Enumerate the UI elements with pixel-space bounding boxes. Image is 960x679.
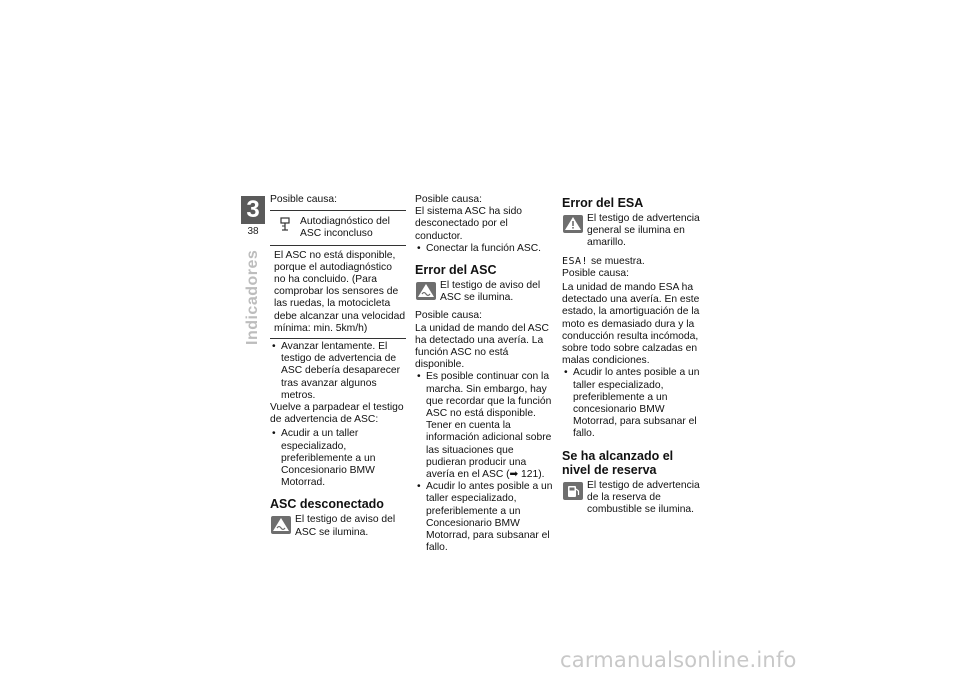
- bullet-list: [562, 367, 702, 440]
- cause-label: Posible causa:: [270, 194, 337, 205]
- warning-row: [562, 480, 702, 517]
- paragraph: La unidad de mando del ASC ha detectado una avería. La función ASC no está disponible.: [415, 322, 549, 371]
- info-table-body-text: El ASC no está disponible, porque el autodiagnóstico no ha concluido. (Para comprobar los sensores de las ruedas, la motocicleta debe alcanzar una velocidad mínima: min. 5km/h): [274, 249, 406, 334]
- warning-row: [270, 514, 406, 538]
- info-table-body: [270, 246, 406, 338]
- list-item: • Acudir lo antes posible a un taller especializado, preferiblemente a un concesionario BMW Motorrad, para subsanar el fallo.: [562, 367, 702, 440]
- asc-warning-icon: [270, 516, 292, 534]
- paragraph: El sistema ASC ha sido desconectado por el conductor.: [415, 206, 523, 242]
- warning-text: El testigo de aviso del ASC se ilumina.: [295, 514, 396, 538]
- cause-label: Posible causa:: [415, 194, 482, 205]
- paragraph: Vuelve a parpadear el testigo de advertencia de ASC:: [270, 402, 404, 426]
- section-heading: Error del ASC: [415, 263, 497, 278]
- cause-label: Posible causa:: [415, 310, 482, 322]
- diagnostic-icon: [270, 216, 300, 233]
- display-message: [562, 256, 702, 268]
- list-item: • Avanzar lentamente. El testigo de advertencia de ASC debería desaparecer tras avanzar algunos metros.: [270, 341, 406, 402]
- warning-text: El testigo de advertencia de la reserva de combustible se ilumina.: [587, 479, 700, 516]
- cause-label: Posible causa:: [562, 267, 629, 279]
- list-item: • Acudir a un taller especializado, preferiblemente a un Concesionario BMW Motorrad.: [270, 428, 406, 489]
- section-heading: Se ha alcanzado el nivel de reserva: [562, 448, 674, 477]
- watermark: carmanualsonline.info: [560, 648, 797, 672]
- info-table: [270, 210, 406, 339]
- bullet-list: [270, 428, 406, 489]
- section-heading: ASC desconectado: [270, 497, 384, 512]
- esa-display-code: ESA!: [562, 255, 589, 267]
- warning-row: [562, 213, 702, 250]
- chapter-number: 3: [241, 196, 265, 224]
- general-warning-icon: [562, 215, 584, 233]
- section-heading: Error del ESA: [562, 196, 644, 210]
- list-item: • Acudir lo antes posible a un taller especializado, preferiblemente a un Concesionario BMW Motorrad, para subsanar el fallo.: [415, 481, 553, 554]
- column-1: [270, 194, 406, 539]
- column-3: [562, 194, 702, 516]
- warning-row: [415, 280, 553, 304]
- bullet-list: [270, 341, 406, 402]
- page-number: 38: [247, 226, 259, 237]
- info-table-header-text: Autodiagnóstico del ASC inconcluso: [300, 216, 390, 240]
- column-2: [415, 194, 553, 554]
- display-message-text: se muestra.: [590, 255, 645, 267]
- asc-warning-icon: [415, 282, 437, 300]
- bullet-list: [415, 371, 553, 554]
- warning-text: El testigo de advertencia general se ilumina en amarillo.: [587, 213, 700, 249]
- paragraph: La unidad de mando ESA ha detectado una avería. En este estado, la amortiguación de la moto es demasiado dura y la conducción resulta incómoda, sobre todo sobre calzadas en malas condiciones.: [562, 282, 700, 367]
- fuel-reserve-icon: [562, 482, 584, 500]
- bullet-list: [415, 243, 553, 255]
- warning-text: El testigo de aviso del ASC se ilumina.: [440, 280, 541, 304]
- list-item: • Es posible continuar con la marcha. Sin embargo, hay que recordar que la función ASC no está disponible. Tener en cuenta la información adicional sobre las situaciones que pudieran producir una avería en el ASC (➡ 121).: [415, 371, 553, 481]
- list-item: • Conectar la función ASC.: [415, 243, 553, 255]
- info-table-header: [270, 211, 406, 245]
- section-title-vertical: Indicadores: [244, 249, 261, 345]
